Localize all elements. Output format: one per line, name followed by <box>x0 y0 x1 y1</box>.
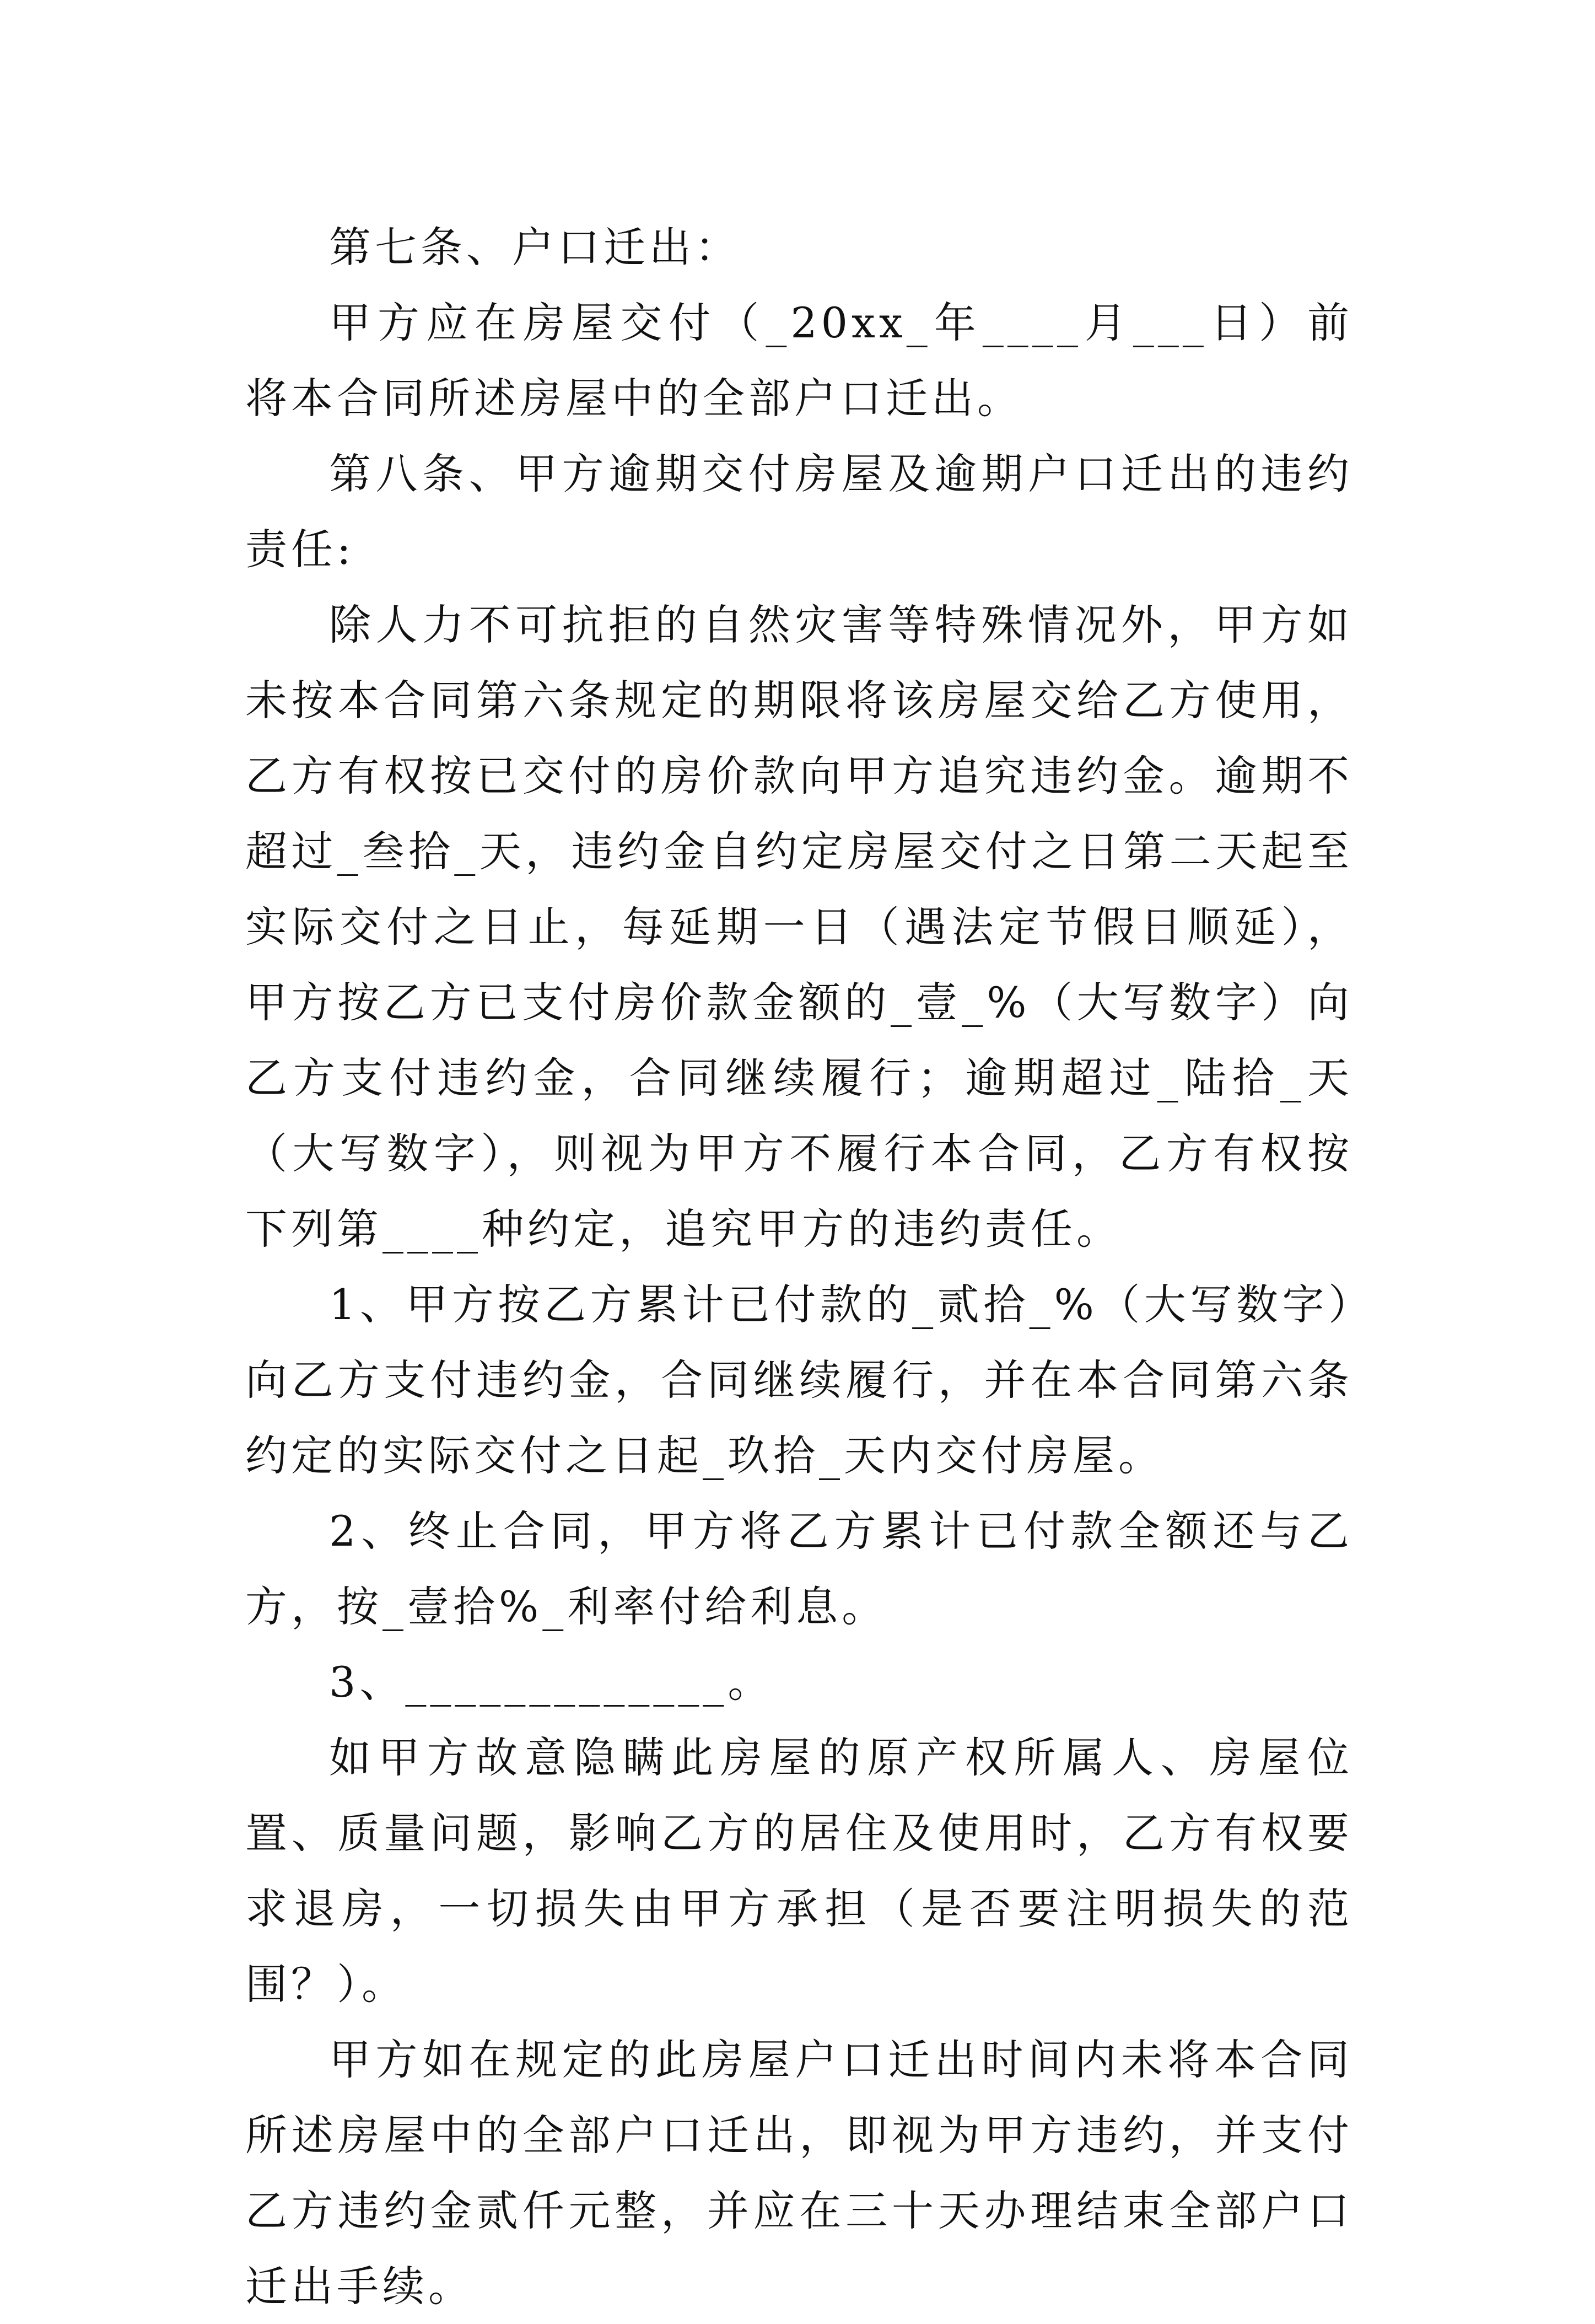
article-8-text: 除人力不可抗拒的自然灾害等特殊情况外，甲方如未按本合同第六条规定的期限将该房屋交给乙方使用，乙方有权按已交付的房价款向甲方追究违约金。逾期不超过_叁拾_天，违约金自约定房屋交付之日第二天起至实际交付之日止，每延期一日（遇法定节假日顺延），甲方按乙方已支付房价款金额的_壹_%（大写数字）向乙方支付违约金，合同继续履行；逾期超过_陆拾_天（大写数字），则视为甲方不履行本合同，乙方有权按下列第____种约定，追究甲方的违约责任。 <box>245 600 1353 1254</box>
document-body <box>245 209 1353 2324</box>
option-2-text: 2、终止合同，甲方将乙方累计已付款全额还与乙方，按_壹拾%_利率付给利息。 <box>245 1507 1353 1631</box>
option-3-text: 3、_____________。 <box>329 1658 774 1707</box>
article-7-text: 甲方应在房屋交付（_20xx_年____月___日）前将本合同所述房屋中的全部户口迁出。 <box>245 298 1353 423</box>
option-1-text: 1、甲方按乙方累计已付款的_贰拾_%（大写数字）向乙方支付违约金，合同继续履行，并在本合同第六条约定的实际交付之日起_玖拾_天内交付房屋。 <box>245 1280 1353 1480</box>
article-7-heading: 第七条、户口迁出： <box>329 223 741 272</box>
article-8-heading: 第八条、甲方逾期交付房屋及逾期户口迁出的违约责任: <box>245 449 1353 574</box>
household-registration-clause: 甲方如在规定的此房屋户口迁出时间内未将本合同所述房屋中的全部户口迁出，即视为甲方违约，并支付乙方违约金贰仟元整，并应在三十天办理结束全部户口迁出手续。 <box>245 2035 1353 2311</box>
concealment-clause: 如甲方故意隐瞒此房屋的原产权所属人、房屋位置、质量问题，影响乙方的居住及使用时，乙方有权要求退房，一切损失由甲方承担（是否要注明损失的范围？）。 <box>245 1733 1353 2009</box>
